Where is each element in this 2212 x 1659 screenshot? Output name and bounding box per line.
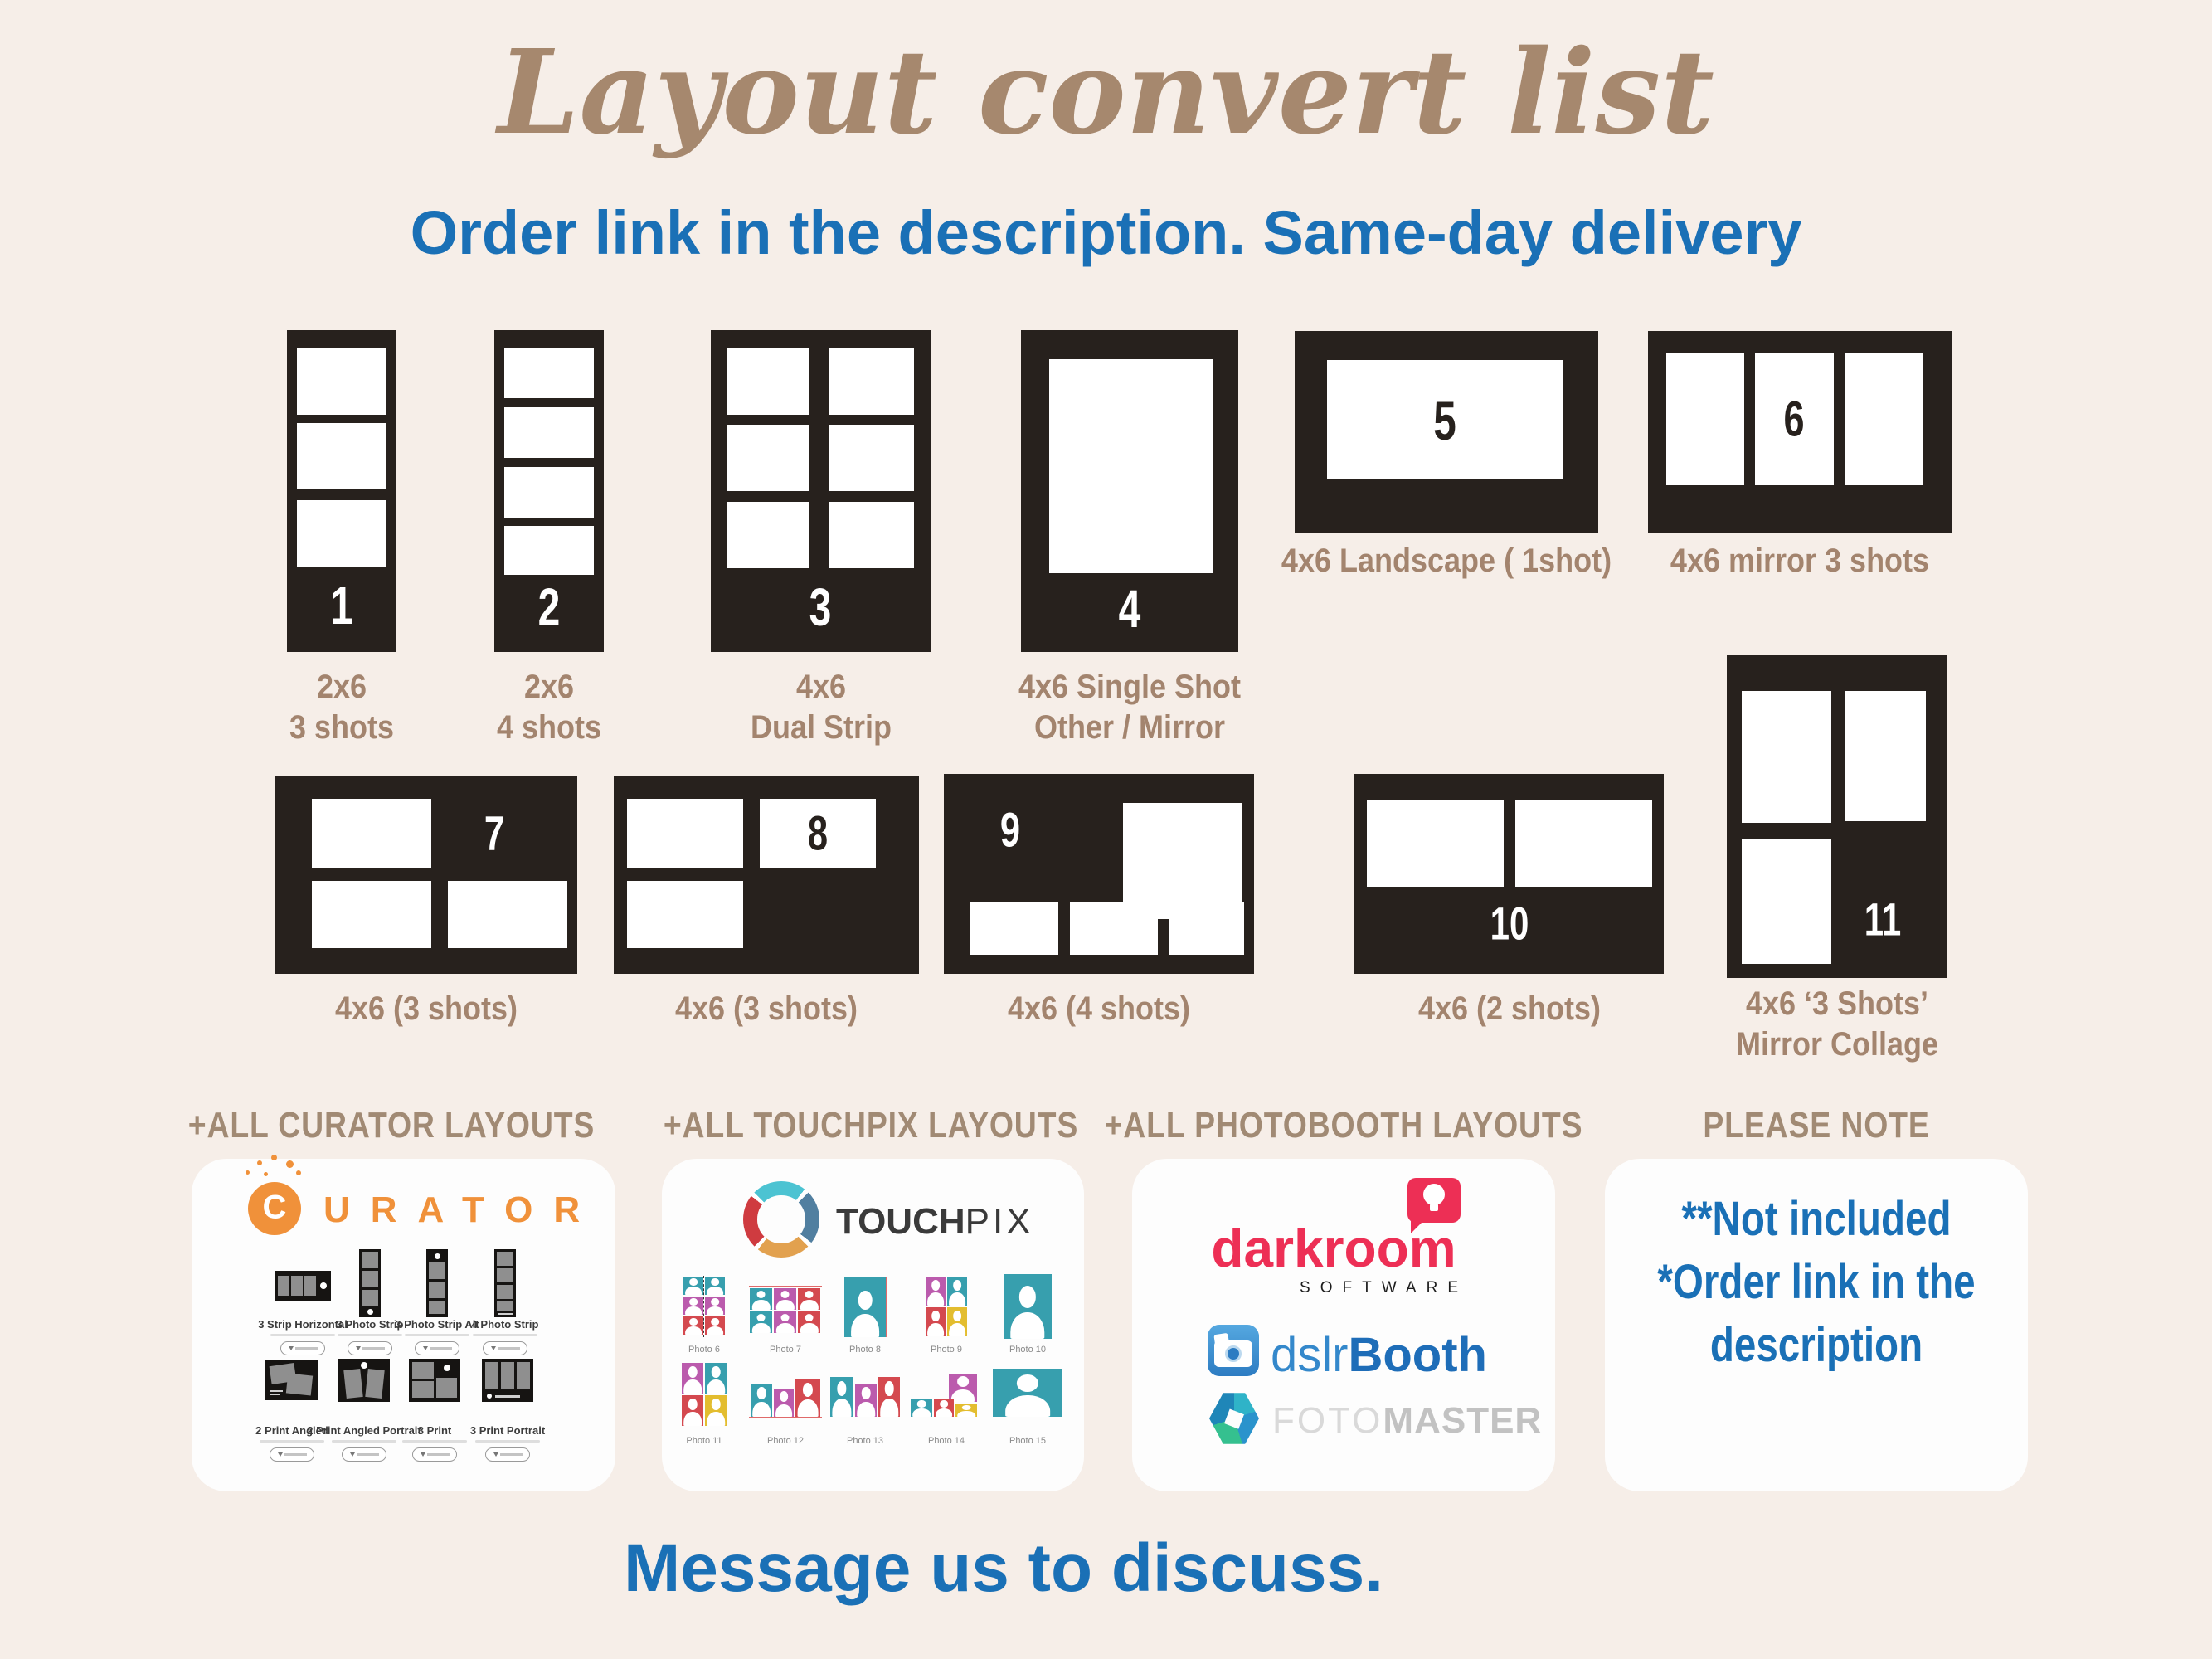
layout-number: 8 xyxy=(807,806,829,861)
photo-slot xyxy=(1845,353,1923,485)
curator-item-caption: 3 Print xyxy=(417,1424,452,1437)
touchpix-ring-icon xyxy=(743,1181,819,1258)
photo-slot xyxy=(1742,691,1831,823)
touchpix-thumb xyxy=(829,1372,902,1417)
layout-11-caption: 4x6 ‘3 Shots’ Mirror Collage xyxy=(1735,985,1939,1063)
download-icon xyxy=(483,1341,527,1355)
photo-slot xyxy=(504,407,594,458)
download-icon xyxy=(485,1447,530,1462)
page-subtitle: Order link in the description. Same-day delivery xyxy=(410,198,1802,267)
layout-8-caption: 4x6 (3 shots) xyxy=(674,990,858,1027)
spec-text-line xyxy=(402,1440,467,1443)
photo-slot xyxy=(727,502,809,568)
dslrbooth-camera-icon xyxy=(1208,1325,1259,1376)
layout-5-figure xyxy=(1295,331,1598,533)
touchpix-caption: Photo 10 xyxy=(1009,1345,1047,1355)
photo-slot xyxy=(448,881,567,948)
photo-slot xyxy=(312,799,431,868)
photo-slot xyxy=(829,425,914,491)
layout-2-caption: 2x6 4 shots xyxy=(496,669,602,746)
photo-slot xyxy=(1070,902,1158,955)
curator-logo-text: URATOR xyxy=(323,1190,601,1230)
touchpix-caption: Photo 13 xyxy=(846,1436,884,1446)
layout-4-figure xyxy=(1021,330,1238,652)
spec-text-line xyxy=(260,1440,324,1443)
photo-slot xyxy=(727,425,809,491)
touchpix-caption: Photo 14 xyxy=(927,1436,965,1446)
note-section-header: PLEASE NOTE xyxy=(1703,1105,1930,1146)
photo-slot xyxy=(829,348,914,415)
layout-6-caption: 4x6 mirror 3 shots xyxy=(1670,542,1930,579)
darkroom-bubble-icon xyxy=(1407,1178,1461,1223)
download-icon xyxy=(412,1447,457,1462)
layout-7-figure xyxy=(275,776,577,974)
curator-thumb xyxy=(338,1359,390,1402)
download-icon xyxy=(270,1447,314,1462)
layout-10-figure xyxy=(1354,774,1664,974)
layout-number: 9 xyxy=(999,803,1021,858)
layout-1-caption: 2x6 3 shots xyxy=(289,669,395,746)
photo-slot xyxy=(504,348,594,398)
photo-slot xyxy=(504,526,594,575)
curator-section-header: +ALL CURATOR LAYOUTS xyxy=(187,1105,596,1146)
darkroom-software-text: SOFTWARE xyxy=(1300,1279,1468,1297)
curator-item-caption: 2 Print Angled Portrait xyxy=(307,1424,421,1437)
photo-slot xyxy=(297,500,386,567)
layout-number: 1 xyxy=(330,576,353,635)
photo-slot xyxy=(1742,839,1831,964)
spec-text-line xyxy=(270,1334,335,1336)
touchpix-thumb xyxy=(1004,1274,1052,1339)
download-icon xyxy=(415,1341,459,1355)
layout-7-caption: 4x6 (3 shots) xyxy=(334,990,518,1027)
photo-slot xyxy=(627,881,743,948)
touchpix-caption: Photo 12 xyxy=(766,1436,805,1446)
layout-5-caption: 4x6 Landscape ( 1shot) xyxy=(1281,542,1612,579)
download-icon xyxy=(342,1447,386,1462)
curator-item-caption: 3 Photo Strip xyxy=(336,1318,404,1331)
curator-thumb xyxy=(359,1249,381,1317)
photo-slot xyxy=(1367,800,1504,887)
curator-thumb xyxy=(409,1359,460,1402)
spec-text-line xyxy=(405,1334,469,1336)
darkroom-logo-text: darkroom xyxy=(1211,1219,1456,1278)
layout-number: 2 xyxy=(537,577,561,637)
touchpix-section-header: +ALL TOUCHPIX LAYOUTS xyxy=(663,1105,1079,1146)
fotomaster-logo-text: FOTOMASTER xyxy=(1272,1400,1543,1441)
note-text: **Not included *Order link in the description xyxy=(1657,1192,1976,1372)
photo-slot xyxy=(1666,353,1744,485)
photo-slot xyxy=(297,423,386,489)
layout-number: 5 xyxy=(1433,390,1456,451)
photo-slot xyxy=(1845,691,1926,821)
touchpix-caption: Photo 8 xyxy=(849,1345,881,1355)
photo-slot xyxy=(727,348,809,415)
layout-number: 7 xyxy=(484,806,505,861)
layout-8-figure xyxy=(614,776,919,974)
touchpix-caption: Photo 6 xyxy=(688,1345,720,1355)
layout-3-caption: 4x6 Dual Strip xyxy=(750,669,892,746)
curator-thumb xyxy=(482,1359,533,1402)
curator-item-caption: 3 Print Portrait xyxy=(469,1424,546,1437)
touchpix-thumb xyxy=(749,1372,822,1418)
curator-thumb xyxy=(426,1249,448,1317)
photo-slot xyxy=(1049,359,1213,573)
flyer-page: Layout convert list Order link in the description. Same-day delivery 1 2x6 3 shots 2 2x6 4 shots 3 4x6 Dual Strip 4 4x6 Single Shot Other / Mirror 5 4x6 Landscape ( 1shot) 6 4x6 mirror 3 shots 7 4x6 (3 shots) 8 4x6 (3 shots) 9 4x6 (4 shots) 10 4x6 (2 shots) 11 4x6 ‘3 Shots’ Mirror Collage +ALL CURATOR LAYOUTS +ALL TOUCHPIX LAYOUTS +ALL PHOTOBOOTH LAYOUTS PLEASE NOTE C URATOR 3 Strip Horizontal 3 Photo Strip 3 Photo Strip Alt 4 Photo Strip 2 Print Angled 2 Print Angled Portrait 3 Print 3 Print Portrait TOUCHPIX Photo 6 Photo 7 Photo 8 Photo 9 Photo 10 Photo 11 Photo 12 Photo 13 Photo 14 Photo 15 darkroom SOFTWARE dslrBooth FOTOMASTER **Not included *Order link in the description Message us to discuss. xyxy=(0,0,2212,1659)
layout-11-figure xyxy=(1727,655,1947,978)
touchpix-thumb xyxy=(844,1277,887,1337)
curator-thumb xyxy=(494,1249,516,1317)
curator-item-caption: 4 Photo Strip xyxy=(471,1318,539,1331)
touchpix-caption: Photo 11 xyxy=(686,1436,722,1446)
layout-number: 11 xyxy=(1864,893,1902,946)
touchpix-caption: Photo 7 xyxy=(770,1345,801,1355)
photo-slot xyxy=(829,502,914,568)
touchpix-caption: Photo 9 xyxy=(931,1345,962,1355)
photo-slot xyxy=(1515,800,1652,887)
spec-text-line xyxy=(473,1334,537,1336)
dslrbooth-logo-text: dslrBooth xyxy=(1271,1328,1487,1382)
touchpix-thumb xyxy=(749,1286,822,1335)
layout-4-caption: 4x6 Single Shot Other / Mirror xyxy=(1018,669,1242,746)
layout-1-figure xyxy=(287,330,396,652)
touchpix-thumb xyxy=(681,1362,727,1427)
photo-slot xyxy=(297,348,386,415)
touchpix-caption: Photo 15 xyxy=(1009,1436,1047,1446)
photo-slot xyxy=(312,881,431,948)
touchpix-thumb xyxy=(993,1369,1062,1417)
download-icon xyxy=(348,1341,392,1355)
layout-number: 6 xyxy=(1783,391,1805,447)
layout-9-caption: 4x6 (4 shots) xyxy=(1007,990,1191,1027)
layout-3-figure xyxy=(711,330,931,652)
touchpix-thumb xyxy=(683,1276,726,1337)
touchpix-logo-text: TOUCHPIX xyxy=(836,1201,1034,1242)
layout-9-figure xyxy=(944,774,1254,974)
curator-item-caption: 3 Photo Strip Alt xyxy=(395,1318,479,1331)
touchpix-thumb xyxy=(909,1372,984,1417)
layout-6-figure xyxy=(1648,331,1952,533)
curator-thumb xyxy=(275,1271,331,1301)
layout-number: 4 xyxy=(1118,579,1141,639)
spec-text-line xyxy=(332,1440,396,1443)
download-icon xyxy=(280,1341,325,1355)
layout-number: 3 xyxy=(809,577,832,637)
footer-message: Message us to discuss. xyxy=(623,1530,1384,1606)
curator-thumb xyxy=(265,1360,318,1400)
spec-text-line xyxy=(475,1440,540,1443)
photo-slot xyxy=(970,902,1058,955)
curator-item-caption: 2 Print Angled xyxy=(255,1424,328,1437)
layout-number: 10 xyxy=(1490,897,1529,950)
layout-10-caption: 4x6 (2 shots) xyxy=(1417,990,1602,1027)
page-title: Layout convert list xyxy=(498,25,1714,161)
photo-slot xyxy=(504,467,594,518)
touchpix-thumb xyxy=(925,1276,968,1337)
photobooth-section-header: +ALL PHOTOBOOTH LAYOUTS xyxy=(1104,1105,1583,1146)
curator-item-caption: 3 Strip Horizontal xyxy=(258,1318,348,1331)
spec-text-line xyxy=(338,1334,402,1336)
photo-slot xyxy=(627,799,743,868)
layout-2-figure xyxy=(494,330,604,652)
photo-slot xyxy=(1169,902,1244,955)
